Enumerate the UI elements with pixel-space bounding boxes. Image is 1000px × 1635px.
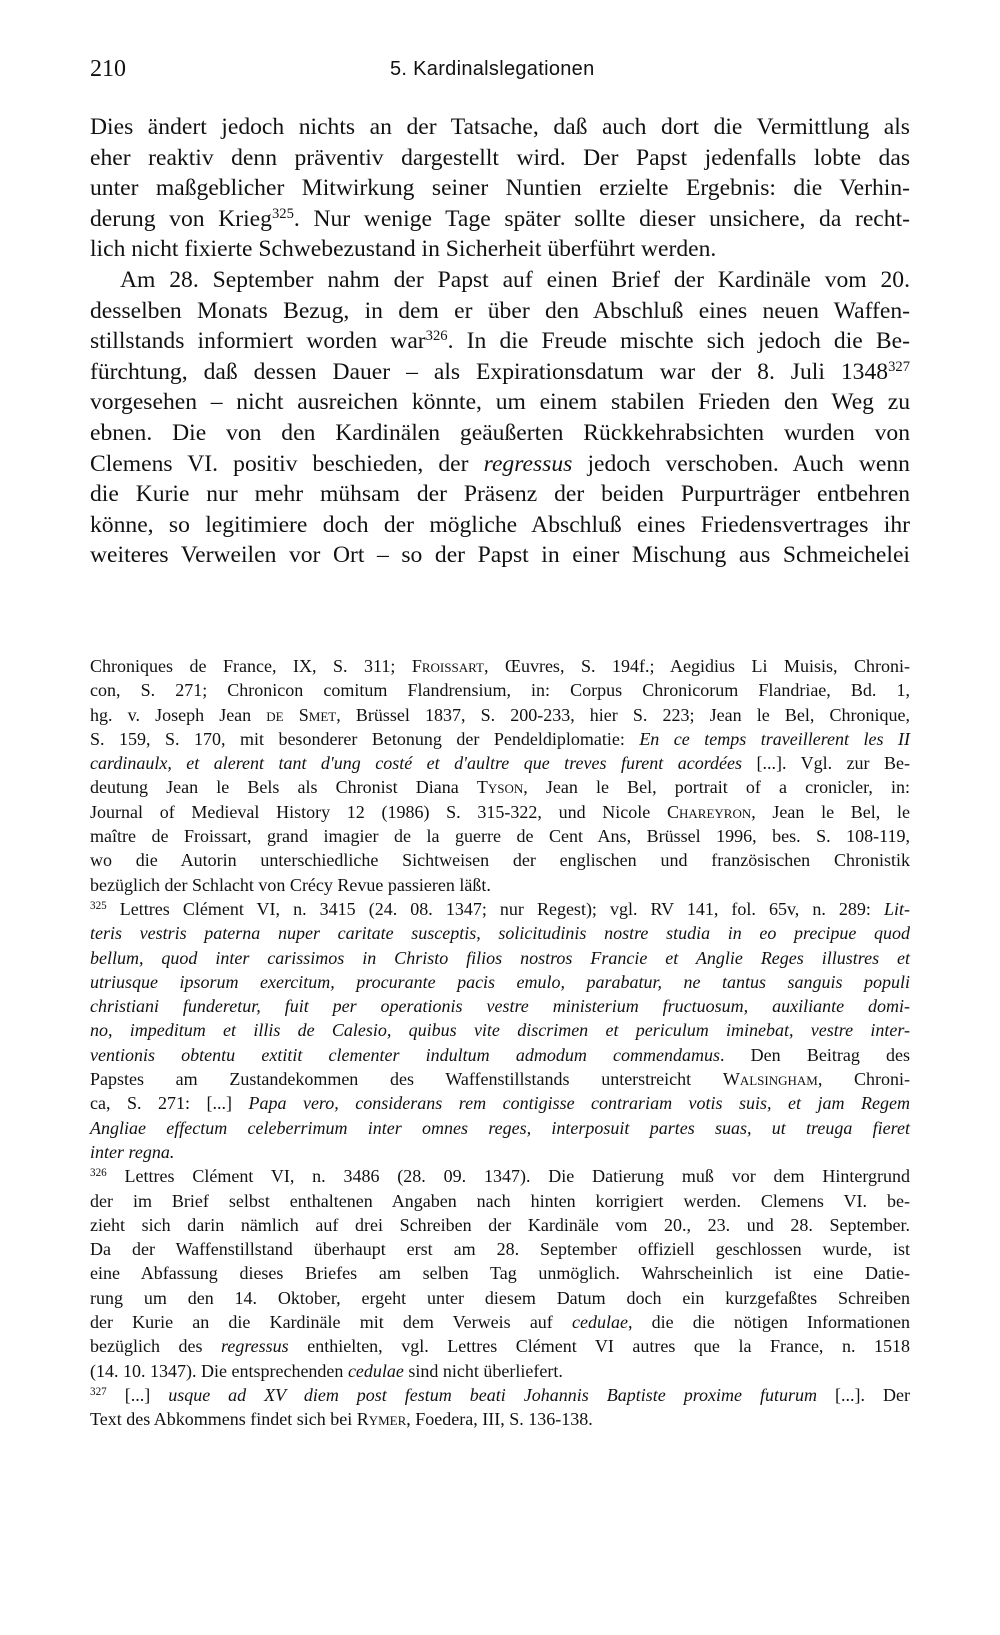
footnote-325-line: $^{325}$ Lettres Clément VI, n. 3415 (24. 08. 1347; nur Regest); vgl. RV 141, fol. 65v, n. 289: Lit- [90, 898, 910, 919]
footnote-line: deutung Jean le Bels als Chronist Diana Tyson, Jean le Bel, portrait of a cronicler, in: [90, 777, 910, 798]
footnote-number-325: 325 [90, 899, 107, 912]
footnote-line: Angliae effectum celeberrimum inter omnes reges, interposuit partes suas, ut treuga fieret [90, 1117, 910, 1138]
footnote-line: S. 159, S. 170, mit besonderer Betonung der Pendeldiplomatie: En ce temps traveillerent les II [90, 728, 910, 749]
footnote-line: cardinaulx, et alerent tant d'ung costé et d'aultre que treves furent acordées [...]. Vgl. zur Be- [90, 753, 910, 774]
footnote-327-line: $^{327}$ [...] usque ad XV diem post festum beati Johannis Baptiste proxime futurum [...]. Der [90, 1384, 910, 1405]
footnote-line: (14. 10. 1347). Die entsprechenden cedulae sind nicht überliefert. [90, 1360, 563, 1381]
page-header [90, 56, 910, 86]
body-line: derung von Krieg$^{325}$. Nur wenige Tage später sollte dieser unsichere, da recht- [90, 205, 910, 232]
footnote-line: bezüglich des regressus enthielten, vgl. Lettres Clément VI autres que la France, n. 1518 [90, 1336, 910, 1357]
footnote-line: inter regna. [90, 1141, 175, 1162]
footnote-326-line: $^{326}$ Lettres Clément VI, n. 3486 (28. 09. 1347). Die Datierung muß vor dem Hintergrund [90, 1166, 910, 1187]
footnote-line: bellum, quod inter carissimos in Christo filios nostros Francie et Anglie Reges illustres et [90, 947, 910, 968]
body-line: die Kurie nur mehr mühsam der Präsenz der beiden Purpurträger entbehren [90, 481, 910, 508]
footnote-line: rung um den 14. Oktober, ergeht unter diesem Datum doch ein kurzgefaßtes Schreiben [90, 1287, 910, 1308]
body-line: weiteres Verweilen vor Ort – so der Papst in einer Mischung aus Schmeichelei [90, 542, 910, 569]
footnote-line: der im Brief selbst enthaltenen Angaben nach hinten korrigiert werden. Clemens VI. be- [90, 1190, 910, 1211]
footnote-ref-327: 327 [888, 358, 910, 375]
running-head: 5. Kardinalslegationen [390, 58, 595, 80]
footnote-line: teris vestris paterna nuper caritate susceptis, solicitudinis nostre studia in eo precipue quod [90, 923, 910, 944]
footnote-line: no, impeditum et illis de Calesio, quibus vite discrimen et periculum iminebat, vestre inter- [90, 1020, 910, 1041]
footnote-line: utriusque ipsorum exercitum, procurante pacis emulo, parabatur, ne tantus sanguis populi [90, 971, 910, 992]
footnote-line: ventionis obtentu extitit clementer indultum admodum commendamus. Den Beitrag des [90, 1044, 911, 1065]
footnote-ref-326: 326 [425, 328, 448, 345]
footnote-line: Chroniques de France, IX, S. 311; Froissart, Œuvres, S. 194f.; Aegidius Li Muisis, Chroni- [90, 656, 911, 676]
body-line: könne, so legitimiere doch der mögliche Abschluß eines Friedensvertrages ihr [90, 511, 910, 538]
footnote-line: der Kurie an die Kardinäle mit dem Verweis auf cedulae, die die nötigen Informationen [90, 1312, 911, 1333]
footnote-line: con, S. 271; Chronicon comitum Flandrensium, in: Corpus Chronicorum Flandriae, Bd. 1, [90, 680, 910, 701]
body-line: Dies ändert jedoch nichts an der Tatsache, daß auch dort die Vermittlung als [90, 114, 910, 140]
footnote-line: wo die Autorin unterschiedliche Sichtweisen der englischen und französischen Chronistik [90, 850, 910, 871]
footnotes [90, 654, 910, 1432]
page-number: 210 [90, 56, 126, 82]
body-line: fürchtung, daß dessen Dauer – als Expirationsdatum war der 8. Juli 1348$^{327}$ [90, 358, 910, 385]
footnote-line: bezüglich der Schlacht von Crécy Revue passieren läßt. [90, 874, 491, 895]
footnote-line: Da der Waffenstillstand überhaupt erst am 28. September offiziell geschlossen wurde, ist [90, 1239, 910, 1260]
body-line: eher reaktiv denn präventiv dargestellt wird. Der Papst jedenfalls lobte das [90, 144, 910, 171]
body-line: ebnen. Die von den Kardinälen geäußerten Rückkehrabsichten wurden von [90, 419, 910, 446]
body-line: desselben Monats Bezug, in dem er über den Abschluß eines neuen Waffen- [90, 297, 910, 324]
footnote-line: maître de Froissart, grand imagier de la guerre de Cent Ans, Brüssel 1996, bes. S. 108-119, [90, 826, 910, 847]
body-line: lich nicht fixierte Schwebezustand in Sicherheit überführt werden. [90, 236, 717, 263]
footnote-line: hg. v. Joseph Jean de Smet, Brüssel 1837, S. 200-233, hier S. 223; Jean le Bel, Chronique, [90, 704, 910, 725]
body-line: stillstands informiert worden war$^{326}$. In die Freude mischte sich jedoch die Be- [90, 328, 910, 355]
body-line: Clemens VI. positiv beschieden, der regressus jedoch verschoben. Auch wenn [90, 450, 910, 477]
footnote-line: christiani funderetur, fuit per operationis vestre ministerium fructuosum, auxiliante domi- [90, 996, 910, 1017]
body-line: unter maßgeblicher Mitwirkung seiner Nuntien erzielte Ergebnis: die Verhin- [90, 175, 910, 202]
footnote-line: Text des Abkommens findet sich bei Rymer, Foedera, III, S. 136-138. [90, 1409, 593, 1430]
footnote-number-326: 326 [90, 1167, 107, 1180]
main-text [90, 112, 910, 571]
footnote-line: ca, S. 271: [...] Papa vero, considerans rem contigisse contrariam votis suis, et jam Regem [90, 1093, 911, 1114]
footnote-ref-325: 325 [271, 205, 294, 222]
footnote-number-327: 327 [90, 1385, 107, 1398]
footnote-line: Journal of Medieval History 12 (1986) S. 315-322, und Nicole Chareyron, Jean le Bel, le [90, 801, 910, 822]
body-line: vorgesehen – nicht ausreichen könnte, um einem stabilen Frieden den Weg zu [90, 389, 910, 416]
footnote-line: eine Abfassung dieses Briefes am selben Tag unmöglich. Wahrscheinlich ist eine Datie- [90, 1263, 910, 1284]
body-line: Am 28. September nahm der Papst auf einen Brief der Kardinäle vom 20. [120, 266, 910, 293]
footnote-line: Papstes am Zustandekommen des Waffenstillstands unterstreicht Walsingham, Chroni- [90, 1069, 910, 1090]
footnote-line: zieht sich darin nämlich auf drei Schreiben der Kardinäle vom 20., 23. und 28. September. [90, 1214, 910, 1235]
